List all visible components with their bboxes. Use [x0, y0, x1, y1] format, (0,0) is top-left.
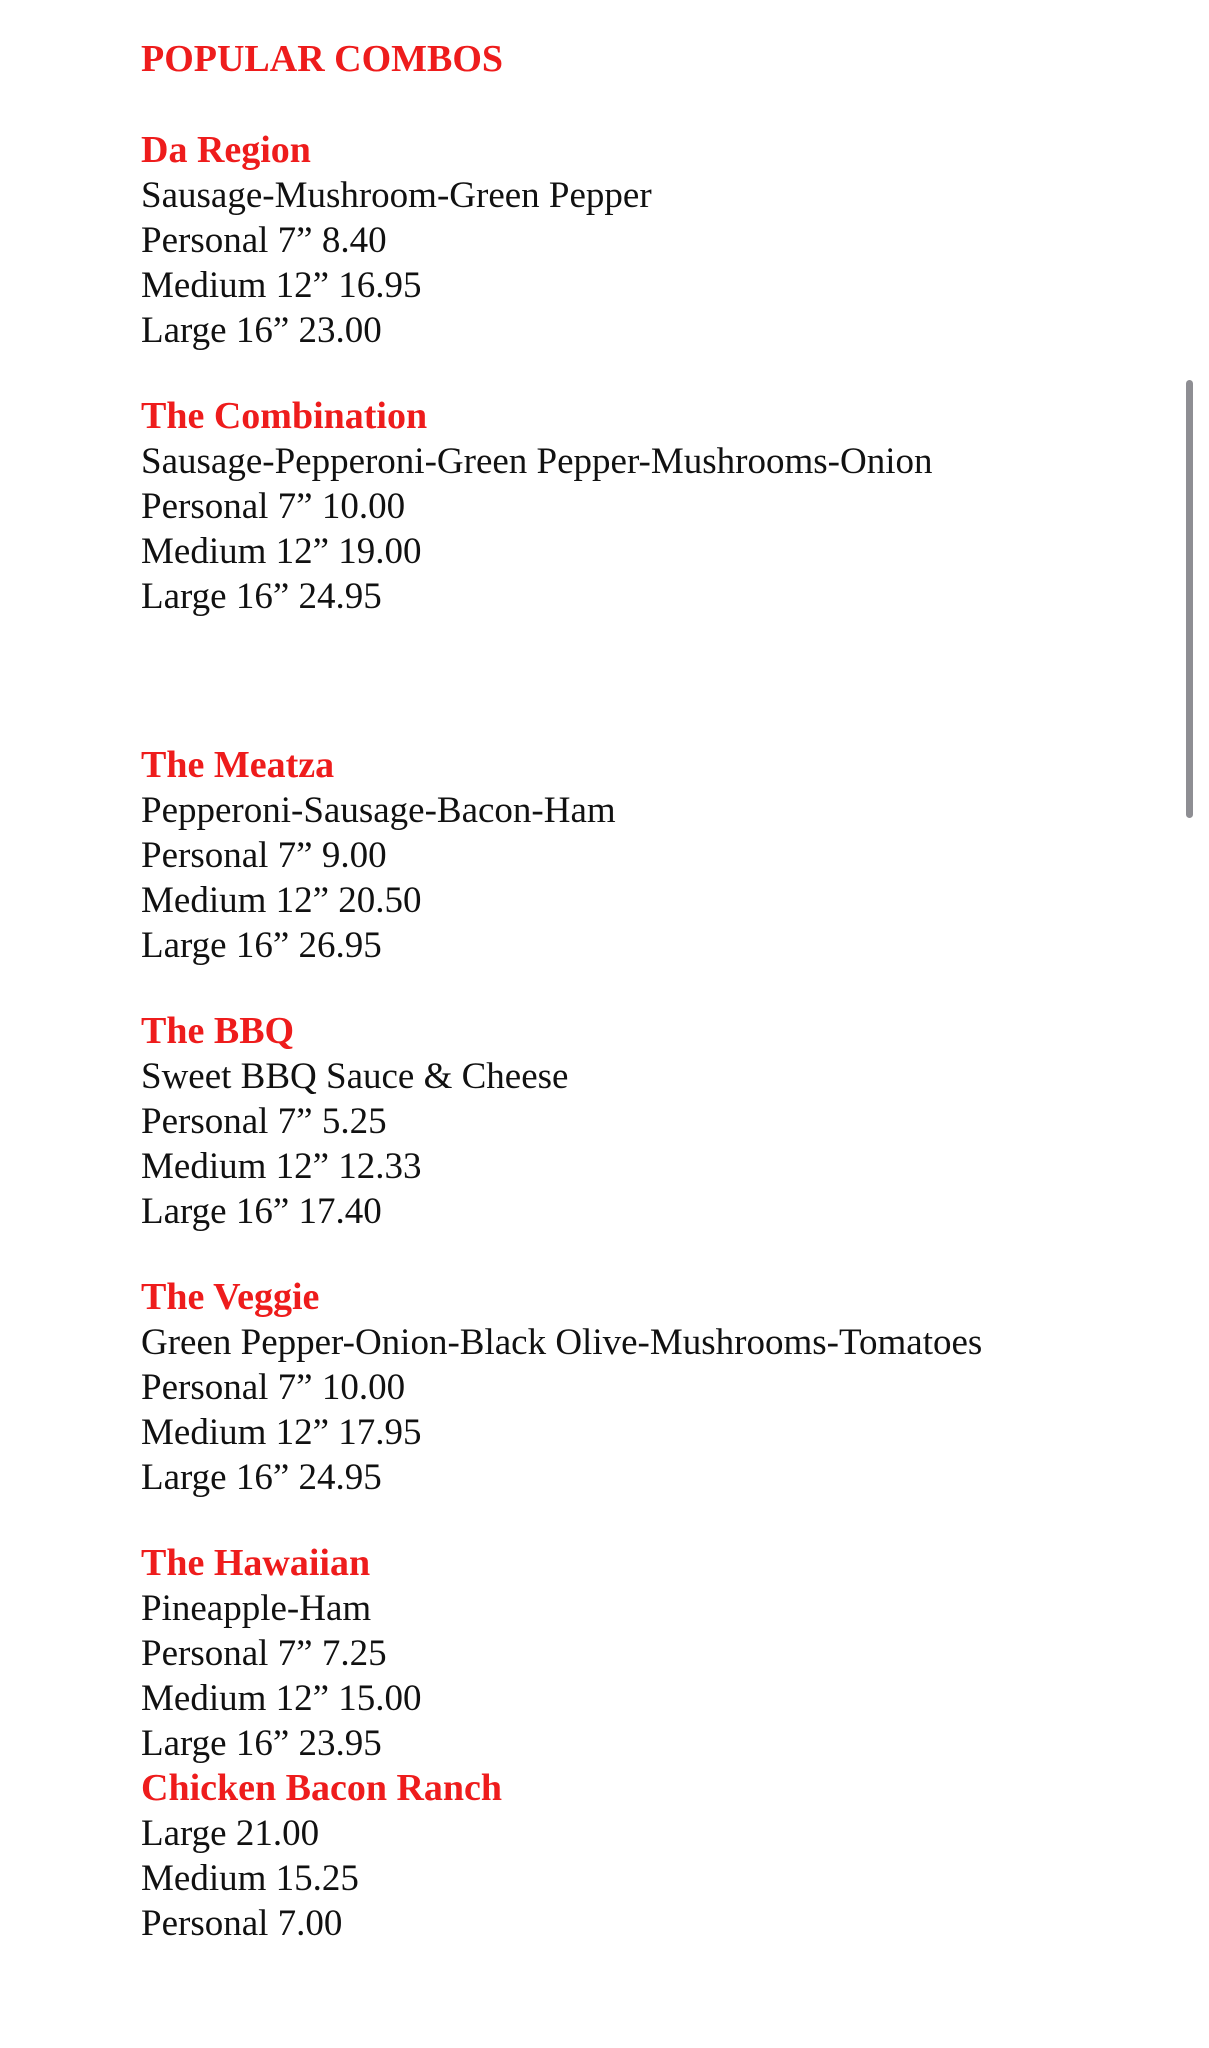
- scroll-indicator[interactable]: [1186, 380, 1193, 818]
- combo-price-large: Large 16” 17.40: [141, 1191, 382, 1232]
- combo-price-large: Large 16” 24.95: [141, 576, 382, 617]
- combo-price-personal: Personal 7” 10.00: [141, 486, 406, 527]
- combo-price-medium: Medium 12” 19.00: [141, 531, 422, 572]
- combo-toppings: Sweet BBQ Sauce & Cheese: [141, 1056, 569, 1097]
- combo-price-medium: Medium 12” 17.95: [141, 1412, 422, 1453]
- combo-price-large: Large 16” 26.95: [141, 925, 382, 966]
- combo-price-personal: Personal 7” 7.25: [141, 1633, 387, 1674]
- combo-toppings: Pepperoni-Sausage-Bacon-Ham: [141, 790, 616, 831]
- combo-toppings: Pineapple-Ham: [141, 1588, 372, 1629]
- combo-price-large: Large 16” 23.00: [141, 310, 382, 351]
- combo-price-personal: Personal 7” 5.25: [141, 1101, 387, 1142]
- combo-name: The BBQ: [141, 1010, 295, 1052]
- combo-the-bbq: [141, 1009, 1141, 1234]
- page-title: POPULAR COMBOS: [141, 38, 504, 80]
- combo-the-hawaiian: [141, 1541, 1141, 1766]
- combo-name: Chicken Bacon Ranch: [141, 1767, 503, 1809]
- combo-name: The Hawaiian: [141, 1542, 371, 1584]
- combo-price-large: Large 16” 23.95: [141, 1723, 382, 1764]
- combo-toppings: Sausage-Pepperoni-Green Pepper-Mushrooms-Onion: [141, 441, 933, 482]
- combo-chicken-bacon-ranch: [141, 1766, 1141, 1946]
- combo-toppings: Sausage-Mushroom-Green Pepper: [141, 175, 652, 216]
- combo-price-personal: Personal 7.00: [141, 1903, 343, 1944]
- combo-price-personal: Personal 7” 8.40: [141, 220, 387, 261]
- combo-name: The Meatza: [141, 744, 335, 786]
- combo-name: The Combination: [141, 395, 428, 437]
- combo-price-medium: Medium 15.25: [141, 1858, 359, 1899]
- combo-the-meatza: [141, 743, 1141, 968]
- combo-price-medium: Medium 12” 20.50: [141, 880, 422, 921]
- combo-toppings: Green Pepper-Onion-Black Olive-Mushrooms-Tomatoes: [141, 1322, 983, 1363]
- combo-price-large: Large 21.00: [141, 1813, 320, 1854]
- combo-the-veggie: [141, 1275, 1141, 1500]
- combo-price-personal: Personal 7” 10.00: [141, 1367, 406, 1408]
- combo-the-combination: [141, 394, 1141, 619]
- combo-name: Da Region: [141, 129, 311, 171]
- combo-da-region: [141, 128, 1141, 353]
- combo-price-personal: Personal 7” 9.00: [141, 835, 387, 876]
- combo-price-medium: Medium 12” 12.33: [141, 1146, 422, 1187]
- combo-price-large: Large 16” 24.95: [141, 1457, 382, 1498]
- combo-price-medium: Medium 12” 15.00: [141, 1678, 422, 1719]
- combo-price-medium: Medium 12” 16.95: [141, 265, 422, 306]
- combo-name: The Veggie: [141, 1276, 320, 1318]
